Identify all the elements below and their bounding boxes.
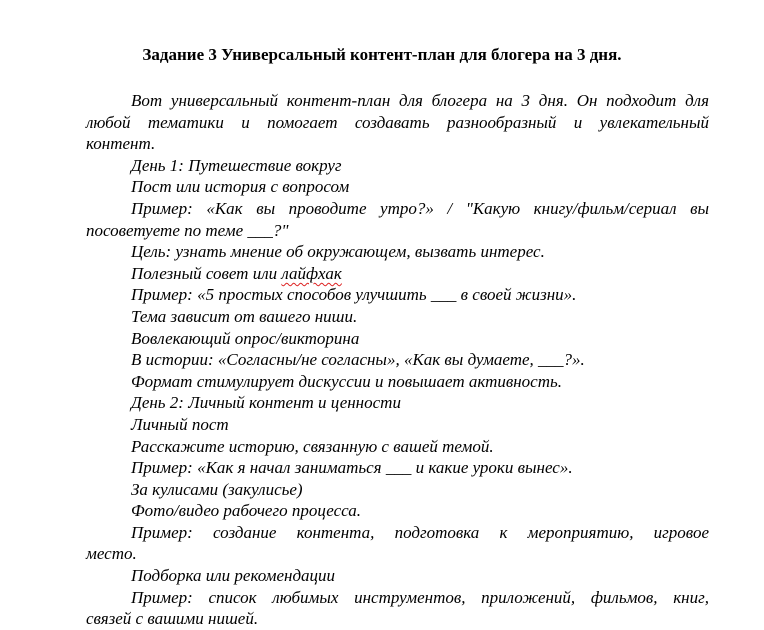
day1-item-3: Вовлекающий опрос/викторина (131, 328, 360, 348)
day1-example-3: В истории: «Согласны/не согласны», «Как вы думаете, ___?». (131, 350, 585, 370)
day2-item-3: Подборка или рекомендации (131, 566, 336, 586)
day1-heading: День 1: Путешествие вокруг (131, 155, 342, 175)
day1-example-1-line-2: посоветуете по теме ___?" (86, 220, 289, 240)
day2-example-1: Пример: «Как я начал заниматься ___ и какие уроки вынес». (131, 458, 573, 478)
day1-example-1-line-1: Пример: «Как вы проводите утро?» / "Какую книгу/фильм/сериал вы (131, 198, 709, 218)
day1-note-3: Формат стимулирует дискуссии и повышает активность. (131, 371, 562, 391)
day1-note-2: Тема зависит от вашего ниши. (131, 306, 358, 326)
spellcheck-word: лайфхак (281, 263, 342, 283)
day2-heading: День 2: Личный контент и ценности (131, 393, 401, 413)
intro-line-2: любой тематики и помогает создавать разнообразный и увлекательный (86, 112, 709, 132)
day2-item-2: За кулисами (закулисье) (131, 479, 303, 499)
day1-item-1: Пост или история с вопросом (131, 177, 350, 197)
intro-line-3: контент. (86, 134, 156, 154)
document-body (86, 90, 709, 630)
intro-line-1: Вот универсальный контент-план для блогера на 3 дня. Он подходит для (131, 91, 709, 110)
day2-item-2-desc: Фото/видео рабочего процесса. (131, 501, 361, 521)
day2-example-2-line-2: место. (86, 544, 137, 564)
document-title: Задание 3 Универсальный контент-план для блогера на 3 дня. (142, 45, 622, 64)
day2-example-3-line-2: связей с вашими нишей. (86, 609, 259, 629)
day2-item-1-desc: Расскажите историю, связанную с вашей темой. (131, 436, 494, 456)
day2-example-3-line-1: Пример: список любимых инструментов, приложений, фильмов, книг, (131, 587, 709, 607)
day1-item-2-prefix: Полезный совет или (131, 263, 282, 283)
day2-item-1: Личный пост (131, 414, 229, 434)
day1-item-2 (86, 263, 709, 285)
day1-example-2: Пример: «5 простых способов улучшить ___ в своей жизни». (131, 285, 577, 305)
day2-example-2-line-1: Пример: создание контента, подготовка к мероприятию, игровое (131, 522, 709, 542)
day1-goal-1: Цель: узнать мнение об окружающем, вызвать интерес. (131, 242, 545, 262)
